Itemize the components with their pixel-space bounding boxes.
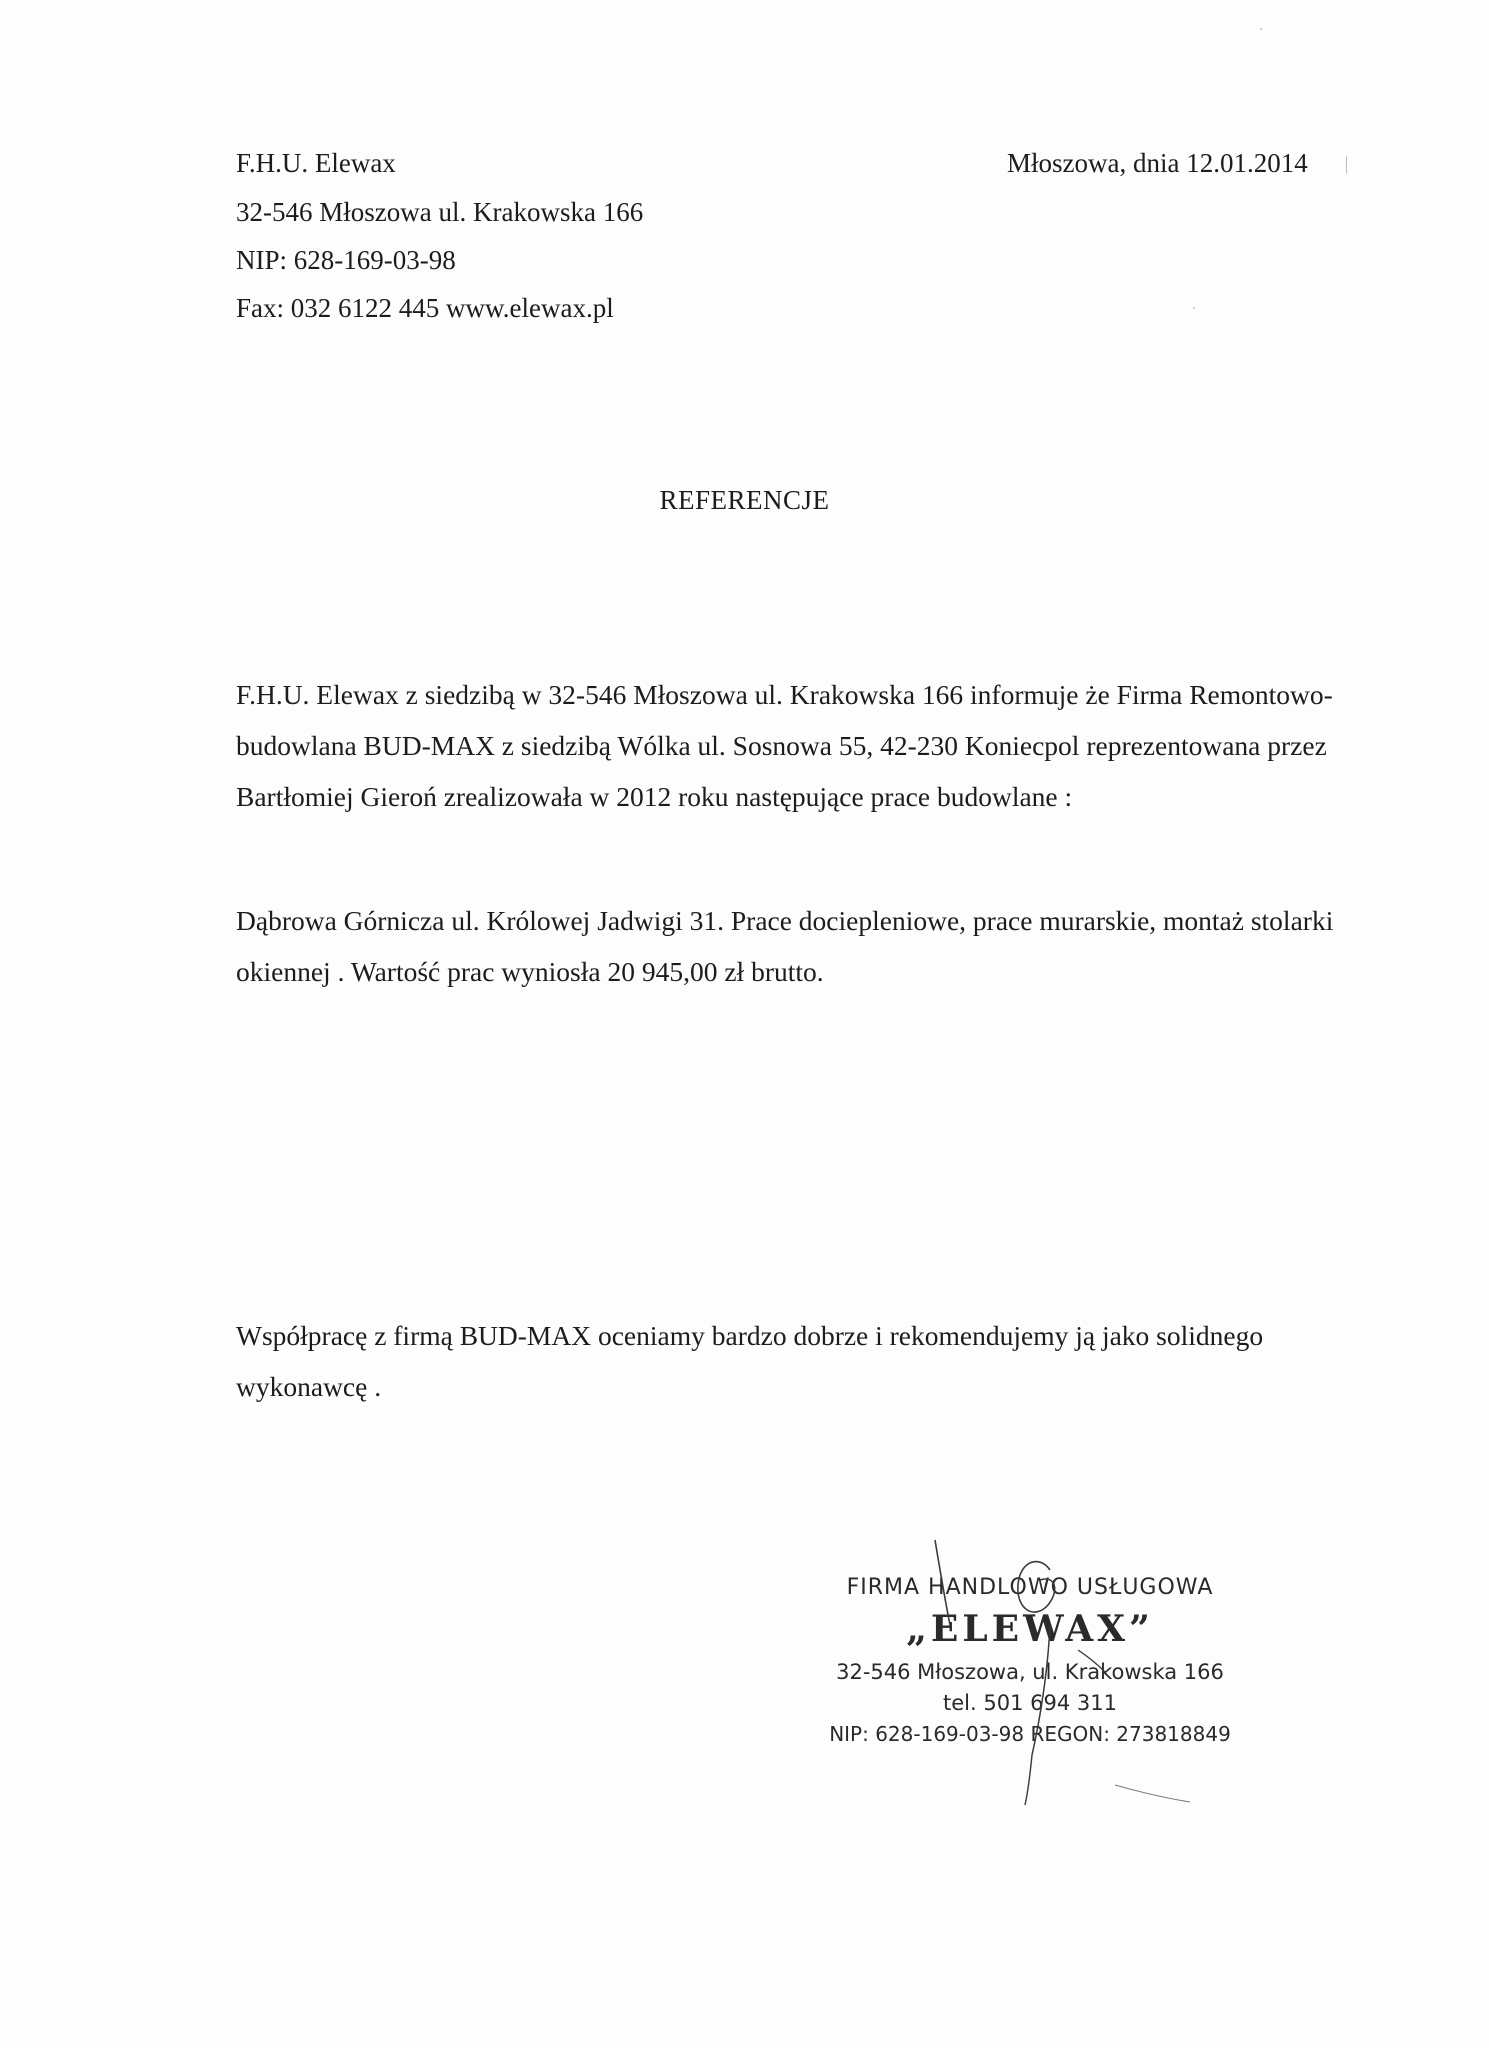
sender-company: F.H.U. Elewax <box>236 148 396 178</box>
scan-speck <box>1193 307 1195 309</box>
handwritten-signature <box>900 1530 1200 1810</box>
sender-nip: NIP: 628-169-03-98 <box>236 245 456 275</box>
stamp-line-phone: tel. 501 694 311 <box>943 1691 1117 1715</box>
sender-address: 32-546 Młoszowa ul. Krakowska 166 <box>236 197 644 227</box>
paragraph-line: F.H.U. Elewax z siedzibą w 32-546 Młoszowa ul. Krakowska 166 informuje że Firma Remontowo- <box>236 679 1333 710</box>
stamp-line-company-type: FIRMA HANDLOWO USŁUGOWA <box>846 1575 1214 1600</box>
paragraph-intro <box>236 669 1396 822</box>
place-date: Młoszowa, dnia 12.01.2014 <box>1007 148 1308 178</box>
stamp-line-company-name: „ELEWAX” <box>906 1608 1154 1650</box>
paragraph-line: okiennej . Wartość prac wyniosła 20 945,00 zł brutto. <box>236 956 824 987</box>
paragraph-line: Bartłomiej Gieroń zrealizowała w 2012 roku następujące prace budowlane : <box>236 781 1073 812</box>
paragraph-works <box>236 895 1396 997</box>
stamp-line-ids: NIP: 628-169-03-98 REGON: 273818849 <box>829 1722 1231 1746</box>
paragraph-line: Dąbrowa Górnicza ul. Królowej Jadwigi 31. Prace dociepleniowe, prace murarskie, montaż stolarki <box>236 905 1334 936</box>
document-title: REFERENCJE <box>659 485 830 515</box>
paragraph-line: budowlana BUD-MAX z siedzibą Wólka ul. Sosnowa 55, 42-230 Koniecpol reprezentowana przez <box>236 730 1327 761</box>
scan-speck <box>1346 156 1347 174</box>
paragraph-line: Współpracę z firmą BUD-MAX oceniamy bardzo dobrze i rekomendujemy ją jako solidnego <box>236 1320 1264 1351</box>
paragraph-line: wykonawcę . <box>236 1371 382 1402</box>
paragraph-recommendation <box>236 1310 1396 1412</box>
stamp-line-address: 32-546 Młoszowa, ul. Krakowska 166 <box>836 1660 1224 1684</box>
scan-speck <box>1260 28 1262 30</box>
sender-fax-web: Fax: 032 6122 445 www.elewax.pl <box>236 293 614 323</box>
